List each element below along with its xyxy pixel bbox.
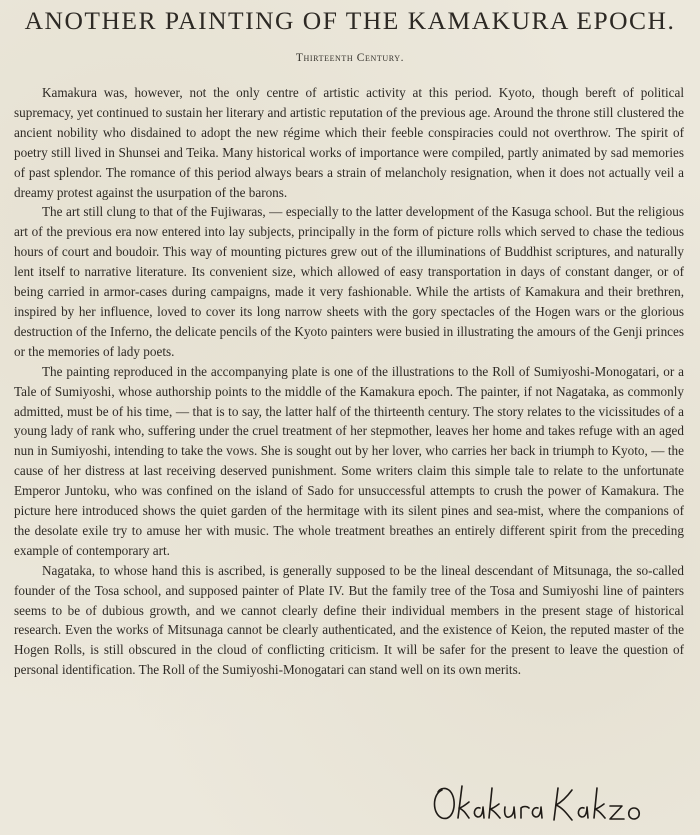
article-body bbox=[14, 83, 684, 680]
paragraph-3: The painting reproduced in the accompanying plate is one of the illustrations to the Roll of Sumiyoshi-Monogatari, or a Tale of Sumiyoshi, whose authorship points to the middle of the Kamakura epoch. The painter, if not Nagataka, as commonly admitted, must be of his time, — that is to say, the latter half of the thirteenth century. The story relates to the vicissitudes of a young lady of rank who, suffering under the cruel treatment of her stepmother, leaves her home and takes refuge with an aged nun in Sumiyoshi, intending to take the vows. She is sought out by her lover, who carries her back in triumph to Kyoto, — the cause of her distress at last receiving deserved punishment. Some writers claim this simple tale to relate to the unfortunate Emperor Juntoku, who was confined on the island of Sado for unsuccessful attempts to crush the power of Kamakura. The picture here introduced shows the quiet garden of the hermitage with its silent pines and sea-mist, where the companions of the desolate exile try to amuse her with music. The whole treatment breathes an entirely different spirit from the preceding example of contemporary art. bbox=[14, 363, 684, 558]
page-subtitle: Thirteenth Century. bbox=[295, 52, 405, 64]
paragraph-1: Kamakura was, however, not the only centre of artistic activity at this period. Kyoto, though bereft of political supremacy, yet continued to sustain her literary and artistic reputation of the previous age. Around the throne still clustered the ancient nobility who disdained to adopt the new régime which their feeble conspiracies could not overthrow. The spirit of poetry still lived in Shunsei and Teika. Many historical works of importance were compiled, partly animated by sad memories of past splendor. The romance of this period always bears a strain of melancholy resignation, when it does not actually veil a dreamy protest against the usurpation of the barons. bbox=[14, 85, 684, 200]
handwritten-signature bbox=[428, 778, 668, 828]
page-title: ANOTHER PAINTING OF THE KAMAKURA EPOCH. bbox=[24, 6, 676, 35]
paragraph-2: The art still clung to that of the Fujiwaras, — especially to the latter development of the Kasuga school. But the religious art of the previous era now entered into lay subjects, principally in the form of picture rolls which served to chase the tedious hours of court and boudoir. This way of mounting pictures grew out of the illuminations of Buddhist scriptures, and naturally lent itself to narrative literature. Its convenient size, which allowed of easy transportation in days of constant danger, or of being carried in armor-cases during campaigns, made it very fashionable. While the artists of Kamakura and their brethren, inspired by her influence, loved to cover its long narrow sheets with the gory spectacles of the Hogen wars or the glorious destruction of the Inferno, the delicate pencils of the Kyoto painters were busied in illustrating the amours of the Genji princes or the memories of lady poets. bbox=[14, 204, 684, 359]
paragraph-4: Nagataka, to whose hand this is ascribed, is generally supposed to be the lineal descendant of Mitsunaga, the so-called founder of the Tosa school, and supposed painter of Plate IV. But the family tree of the Tosa and Sumiyoshi line of painters seems to be of dubious growth, and we cannot clearly define their individual members in the present stage of historical research. Even the works of Mitsunaga cannot be clearly authenticated, and the existence of Keion, the reputed master of the Hogen Rolls, is still obscured in the cloud of conflicting criticism. It will be safer for the present to leave the question of personal identification. The Roll of the Sumiyoshi-Monogatari can stand well on its own merits. bbox=[14, 562, 684, 678]
